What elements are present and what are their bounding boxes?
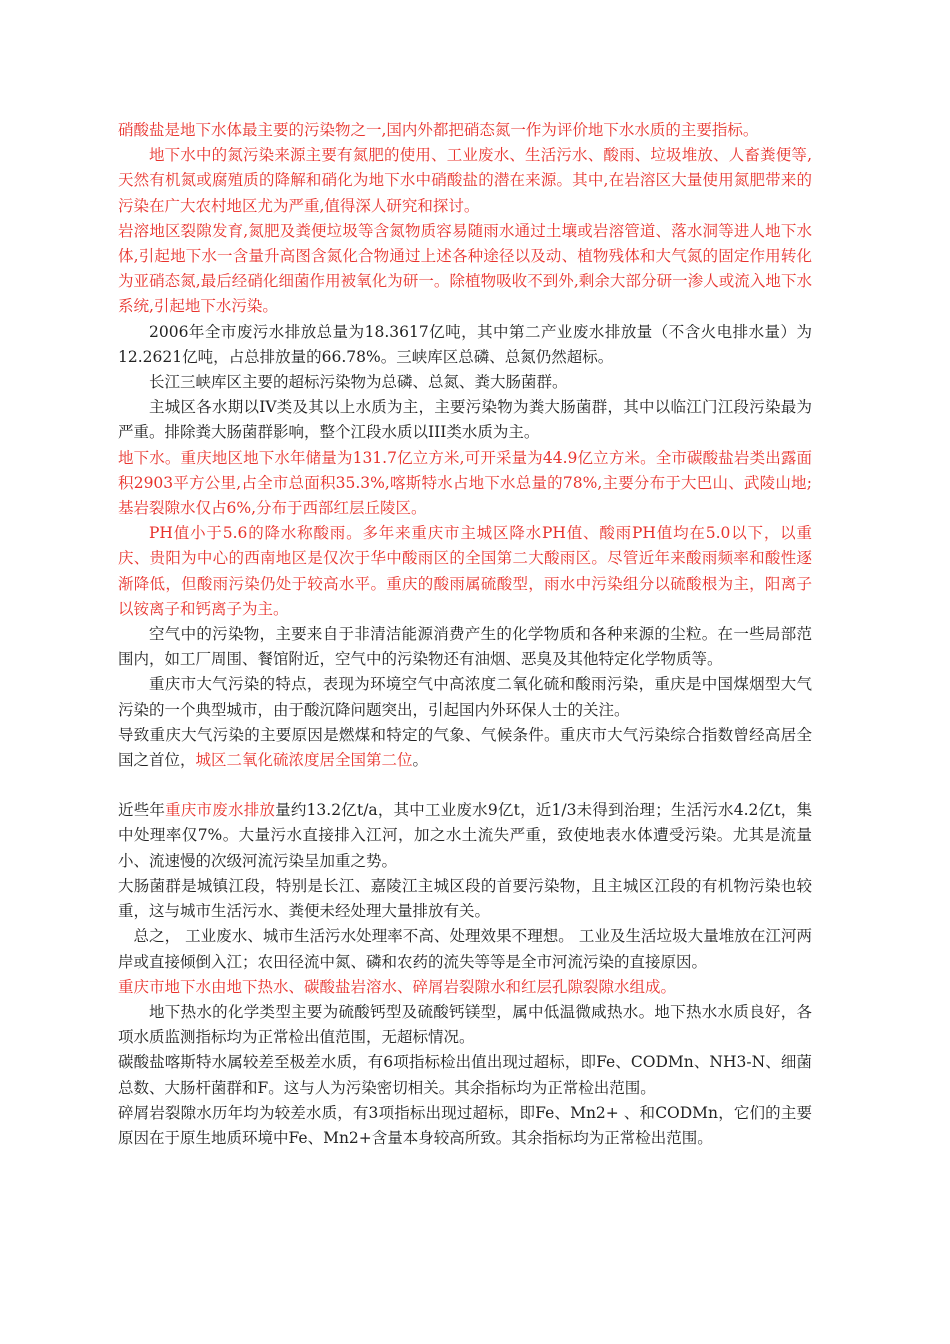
text-segment: 地下热水的化学类型主要为硫酸钙型及硫酸钙镁型，属中低温微咸热水。地下热水水质良好，各项水质监测指标均为正常检出值范围，无超标情况。: [118, 1002, 812, 1047]
text-segment: 。: [412, 751, 429, 770]
text-segment: 2006年全市废污水排放总量为18.3617亿吨，其中第二产业废水排放量（不含火电排水量）为12.2621亿吨，占总排放量的66.78%。三峡库区总磷、总氮仍然超标。: [118, 322, 812, 366]
paragraph-main-city-water: [118, 395, 812, 445]
paragraph-geothermal-water: [118, 1000, 812, 1050]
paragraph-summary: [118, 924, 812, 974]
paragraph-nitrate-pollutant: [118, 118, 812, 143]
paragraph-groundwater-types: [118, 975, 812, 1000]
text-segment: 岩溶地区裂隙发育,氮肥及粪便垃圾等含氮物质容易随雨水通过土壤或岩溶管道、落水洞等进人地下水体,引起地下水一含量升高图含氮化合物通过上述各种途径以及动、植物残体和大气氮的固定作用转化为亚硝态氮,最后经硝化细菌作用被氧化为研一。除植物吸收不到外,剩余大部分研一渗人或流入地下水系统,引起地下水污染。: [118, 221, 812, 316]
text-segment: 近些年: [118, 801, 166, 820]
text-segment: 大肠菌群是城镇江段，特别是长江、嘉陵江主城区段的首要污染物，且主城区江段的有机物污染也较重，这与城市生活污水、粪便未经处理大量排放有关。: [118, 876, 812, 921]
paragraph-air-pollution-features: [118, 672, 812, 722]
paragraph-clastic-fissure-water: [118, 1101, 812, 1151]
paragraph-groundwater-reserves: [118, 446, 812, 522]
text-segment: 长江三峡库区主要的超标污染物为总磷、总氮、粪大肠菌群。: [149, 373, 568, 392]
paragraph-wastewater-discharge: [118, 798, 812, 874]
paragraph-2006-wastewater: [118, 320, 812, 370]
paragraph-nitrogen-sources: [118, 143, 812, 219]
paragraph-karst-fissures: [118, 219, 812, 320]
text-segment: 主城区各水期以IV类及其以上水质为主，主要污染物为粪大肠菌群，其中以临江门江段污染最为严重。排除粪大肠菌群影响，整个江段水质以III类水质为主。: [118, 398, 812, 442]
document-page: [118, 118, 812, 1151]
text-segment: 地下水。重庆地区地下水年储量为131.7亿立方米,可开采量为44.9亿立方米。全市碳酸盐岩类出露面积2903平方公里,占全市总面积35.3%,喀斯特水占地下水总量的78%,主要分布于大巴山、武陵山地;基岩裂隙水仅占6%,分布于西部红层丘陵区。: [118, 448, 812, 518]
text-segment: 地下水中的氮污染来源主要有氮肥的使用、工业废水、生活污水、酸雨、垃圾堆放、人畜粪便等,天然有机氮或腐殖质的降解和硝化为地下水中硝酸盐的潜在来源。其中,在岩溶区大量使用氮肥带来的污染在广大农村地区尤为严重,值得深人研究和探讨。: [118, 146, 812, 215]
text-segment: 硝酸盐是地下水体最主要的污染物之一,国内外都把硝态氮一作为评价地下水水质的主要指标。: [118, 121, 759, 139]
paragraph-air-pollution-causes: [118, 723, 812, 773]
paragraph-spacer: [118, 773, 812, 798]
text-segment: PH值小于5.6的降水称酸雨。多年来重庆市主城区降水PH值、酸雨PH值均在5.0以下，以重庆、贵阳为中心的西南地区是仅次于华中酸雨区的全国第二大酸雨区。尽管近年来酸雨频率和酸性逐渐降低，但酸雨污染仍处于较高水平。重庆的酸雨属硫酸型，雨水中污染组分以硫酸根为主，阳离子以铵离子和钙离子为主。: [118, 524, 812, 618]
text-segment: 重庆市大气污染的特点，表现为环境空气中高浓度二氧化硫和酸雨污染，重庆是中国煤烟型大气污染的一个典型城市，由于酸沉降问题突出，引起国内外环保人士的关注。: [118, 675, 812, 719]
paragraph-acid-rain: [118, 521, 812, 622]
text-segment: 总之， 工业废水、城市生活污水处理率不高、处理效果不理想。 工业及生活垃圾大量堆放在江河两岸或直接倾倒入江；农田径流中氮、磷和农药的流失等等是全市河流污染的直接原因。: [118, 927, 812, 971]
paragraph-coliform: [118, 874, 812, 924]
text-segment: 空气中的污染物，主要来自于非清洁能源消费产生的化学物质和各种来源的尘粒。在一些局部范围内，如工厂周围、餐馆附近，空气中的污染物还有油烟、恶臭及其他特定化学物质等。: [118, 625, 812, 669]
text-segment: 量约13.2亿t/a，其中工业废水9亿t，近1/3未得到治理；生活污水4.2亿t，集中处理率仅7%。大量污水直接排入江河，加之水土流失严重，致使地表水体遭受污染。尤其是流量小、流速慢的次级河流污染呈加重之势。: [118, 801, 812, 870]
text-segment: 碎屑岩裂隙水历年均为较差水质，有3项指标出现过超标，即Fe、Mn2+ 、和CODMn，它们的主要原因在于原生地质环境中Fe、Mn2+含量本身较高所致。其余指标均为正常检出范围。: [118, 1103, 812, 1147]
text-segment-highlight: 重庆市废水排放: [165, 801, 276, 820]
text-segment: 碳酸盐喀斯特水属较差至极差水质，有6项指标检出值出现过超标，即Fe、CODMn、NH3-N、细菌总数、大肠杆菌群和F。这与人为污染密切相关。其余指标均为正常检出范围。: [118, 1053, 812, 1097]
paragraph-air-pollutants: [118, 622, 812, 672]
paragraph-three-gorges: [118, 370, 812, 395]
text-segment: 重庆市地下水由地下热水、碳酸盐岩溶水、碎屑岩裂隙水和红层孔隙裂隙水组成。: [118, 977, 677, 996]
text-segment: 导致重庆大气污染的主要原因是燃煤和特定的气象、气候条件。重庆市大气污染综合指数曾经高居全国之首位，: [118, 725, 812, 770]
text-segment-highlight: 城区二氧化硫浓度居全国第二位: [195, 751, 413, 770]
paragraph-karst-water-quality: [118, 1050, 812, 1100]
